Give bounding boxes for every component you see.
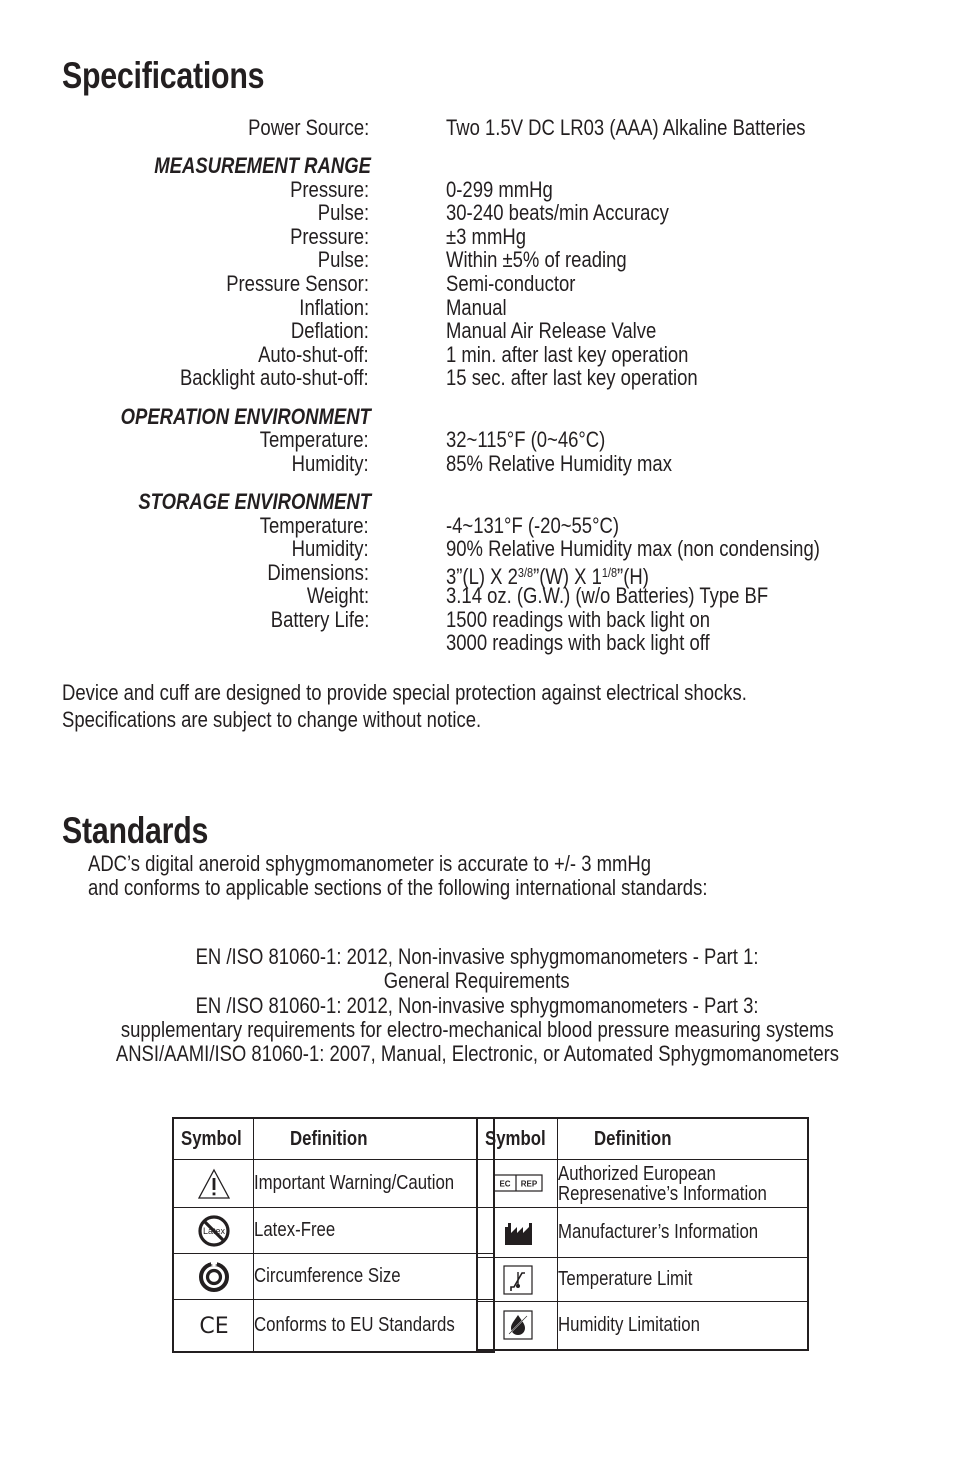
table-row xyxy=(477,1160,808,1208)
symbol-cell xyxy=(173,1300,254,1352)
spec-value: 0-299 mmHg xyxy=(446,177,553,202)
spec-value: 3000 readings with back light off xyxy=(446,630,710,655)
table-row xyxy=(173,1160,494,1208)
dim-part: 3”(L) X 2 xyxy=(446,564,518,589)
spec-row xyxy=(0,319,954,343)
spec-row xyxy=(0,272,954,296)
dim-fraction: 1/8 xyxy=(601,565,618,580)
page-title-specifications: Specifications xyxy=(62,55,265,96)
page-title-standards: Standards xyxy=(62,810,209,851)
spec-value: 30-240 beats/min Accuracy xyxy=(446,200,669,225)
spec-value: 15 sec. after last key operation xyxy=(446,365,698,390)
standard-line xyxy=(0,994,954,1018)
table-row xyxy=(477,1302,808,1350)
standards-intro-2: and conforms to applicable sections of the following international standards: xyxy=(88,875,708,900)
table-row xyxy=(173,1208,494,1254)
spec-value: 3.14 oz. (G.W.) (w/o Batteries) Type BF xyxy=(446,583,769,608)
spec-label: Pulse: xyxy=(317,247,369,272)
spec-row xyxy=(0,178,954,202)
spec-row xyxy=(0,343,954,367)
symbol-cell xyxy=(173,1254,254,1300)
manufacturer-icon xyxy=(503,1219,533,1247)
spec-row xyxy=(0,428,954,452)
symbol-cell xyxy=(173,1208,254,1254)
standard-line xyxy=(0,945,954,969)
column-header-symbol: Symbol xyxy=(173,1118,254,1160)
spec-value: Two 1.5V DC LR03 (AAA) Alkaline Batteries xyxy=(446,115,806,140)
svg-text:Latex: Latex xyxy=(202,1225,225,1236)
dim-part: ”(H) xyxy=(617,564,649,589)
section-heading-text: OPERATION ENVIRONMENT xyxy=(120,404,371,429)
standard-text: ANSI/AAMI/ISO 81060-1: 2007, Manual, Electronic, or Automated Sphygmomanometers xyxy=(115,1041,839,1066)
definition-cell: Temperature Limit xyxy=(558,1258,808,1302)
definition-cell: Latex-Free xyxy=(254,1208,495,1254)
spec-value: Manual xyxy=(446,295,507,320)
standard-line xyxy=(0,1018,954,1042)
symbol-cell xyxy=(477,1258,558,1302)
warning-triangle-icon xyxy=(197,1168,231,1200)
table-header-row xyxy=(173,1118,494,1160)
spec-label: Backlight auto-shut-off: xyxy=(180,365,369,390)
spec-label: Humidity: xyxy=(291,536,369,561)
svg-text:CE: CE xyxy=(198,1314,229,1340)
spec-value: Manual Air Release Valve xyxy=(446,318,657,343)
ce-mark-icon xyxy=(197,1311,231,1339)
spec-row-dimensions xyxy=(0,560,954,589)
note-change-notice: Specifications are subject to change without notice. xyxy=(62,707,482,732)
table-row xyxy=(477,1208,808,1258)
spec-row-battery-life-2 xyxy=(0,631,954,655)
spec-label: Deflation: xyxy=(290,318,369,343)
spec-row xyxy=(0,514,954,538)
column-header-definition: Definition xyxy=(558,1118,808,1160)
spec-row-power-source xyxy=(0,116,954,140)
standard-line xyxy=(0,969,954,993)
spec-label: Pulse: xyxy=(317,200,369,225)
spec-label: Temperature: xyxy=(260,513,369,538)
spec-value: 32~115°F (0~46°C) xyxy=(446,427,606,452)
section-heading-operation-environment xyxy=(0,405,954,429)
section-heading-text: MEASUREMENT RANGE xyxy=(154,153,371,178)
section-heading-measurement-range xyxy=(0,154,954,178)
definition-cell: Manufacturer’s Information xyxy=(558,1208,808,1258)
standard-text: EN /ISO 81060-1: 2012, Non-invasive sphygmomanometers - Part 3: xyxy=(195,993,759,1018)
definition-cell: Conforms to EU Standards xyxy=(254,1300,495,1352)
spec-row xyxy=(0,296,954,320)
table-row xyxy=(173,1300,494,1352)
dim-part: ”(W) X 1 xyxy=(533,564,602,589)
spec-row-battery-life xyxy=(0,608,954,632)
spec-row xyxy=(0,201,954,225)
symbol-cell xyxy=(477,1208,558,1258)
spec-label: Weight: xyxy=(306,583,369,608)
ec-rep-icon xyxy=(493,1174,543,1192)
spec-label: Dimensions: xyxy=(267,560,369,585)
column-header-symbol: Symbol xyxy=(477,1118,558,1160)
standard-text: supplementary requirements for electro-mechanical blood pressure measuring systems xyxy=(120,1017,834,1042)
spec-row xyxy=(0,366,954,390)
note-electrical-shock: Device and cuff are designed to provide special protection against electrical shocks. xyxy=(62,680,747,705)
table-row xyxy=(477,1258,808,1302)
spec-label: Pressure Sensor: xyxy=(226,271,369,296)
spec-label: Humidity: xyxy=(291,451,369,476)
spec-value: Semi-conductor xyxy=(446,271,576,296)
standard-line xyxy=(0,1042,954,1066)
svg-text:REP: REP xyxy=(520,1179,537,1189)
definition-cell: Important Warning/Caution xyxy=(254,1160,495,1208)
spec-row xyxy=(0,452,954,476)
symbol-cell xyxy=(173,1160,254,1208)
spec-value: 1 min. after last key operation xyxy=(446,342,689,367)
spec-value: ±3 mmHg xyxy=(446,224,526,249)
dim-fraction: 3/8 xyxy=(517,565,534,580)
svg-text:EC: EC xyxy=(499,1179,511,1189)
spec-row xyxy=(0,248,954,272)
spec-label: Power Source: xyxy=(247,115,369,140)
temperature-limit-icon xyxy=(503,1265,533,1295)
definition-cell: Humidity Limitation xyxy=(558,1302,808,1350)
latex-free-icon xyxy=(197,1214,231,1248)
standard-text: EN /ISO 81060-1: 2012, Non-invasive sphygmomanometers - Part 1: xyxy=(195,944,759,969)
spec-label: Pressure: xyxy=(289,177,369,202)
spec-value: 90% Relative Humidity max (non condensing) xyxy=(446,536,820,561)
definition-cell xyxy=(558,1160,808,1208)
standards-intro-1: ADC’s digital aneroid sphygmomanometer is accurate to +/- 3 mmHg xyxy=(88,851,652,876)
symbol-cell xyxy=(477,1160,558,1208)
spec-row xyxy=(0,225,954,249)
symbol-table-right xyxy=(476,1117,809,1351)
spec-row-weight xyxy=(0,584,954,608)
spec-label: Temperature: xyxy=(260,427,369,452)
circumference-icon xyxy=(197,1260,231,1294)
symbol-cell xyxy=(477,1302,558,1350)
definition-line: Authorized European xyxy=(558,1162,717,1185)
spec-label: Battery Life: xyxy=(270,607,369,632)
definition-cell: Circumference Size xyxy=(254,1254,495,1300)
section-heading-text: STORAGE ENVIRONMENT xyxy=(138,489,371,514)
section-heading-storage-environment xyxy=(0,490,954,514)
definition-line: Represenative’s Information xyxy=(558,1182,768,1205)
table-row xyxy=(173,1254,494,1300)
spec-label: Pressure: xyxy=(289,224,369,249)
spec-value: 85% Relative Humidity max xyxy=(446,451,672,476)
spec-row xyxy=(0,537,954,561)
column-header-definition: Definition xyxy=(254,1118,495,1160)
standard-text: General Requirements xyxy=(384,968,570,993)
spec-value: Within ±5% of reading xyxy=(446,247,627,272)
table-header-row xyxy=(477,1118,808,1160)
spec-value: 1500 readings with back light on xyxy=(446,607,711,632)
spec-label: Inflation: xyxy=(299,295,369,320)
humidity-limit-icon xyxy=(503,1310,533,1340)
symbol-table-left xyxy=(172,1117,495,1353)
spec-label: Auto-shut-off: xyxy=(258,342,369,367)
spec-value: -4~131°F (-20~55°C) xyxy=(446,513,619,538)
